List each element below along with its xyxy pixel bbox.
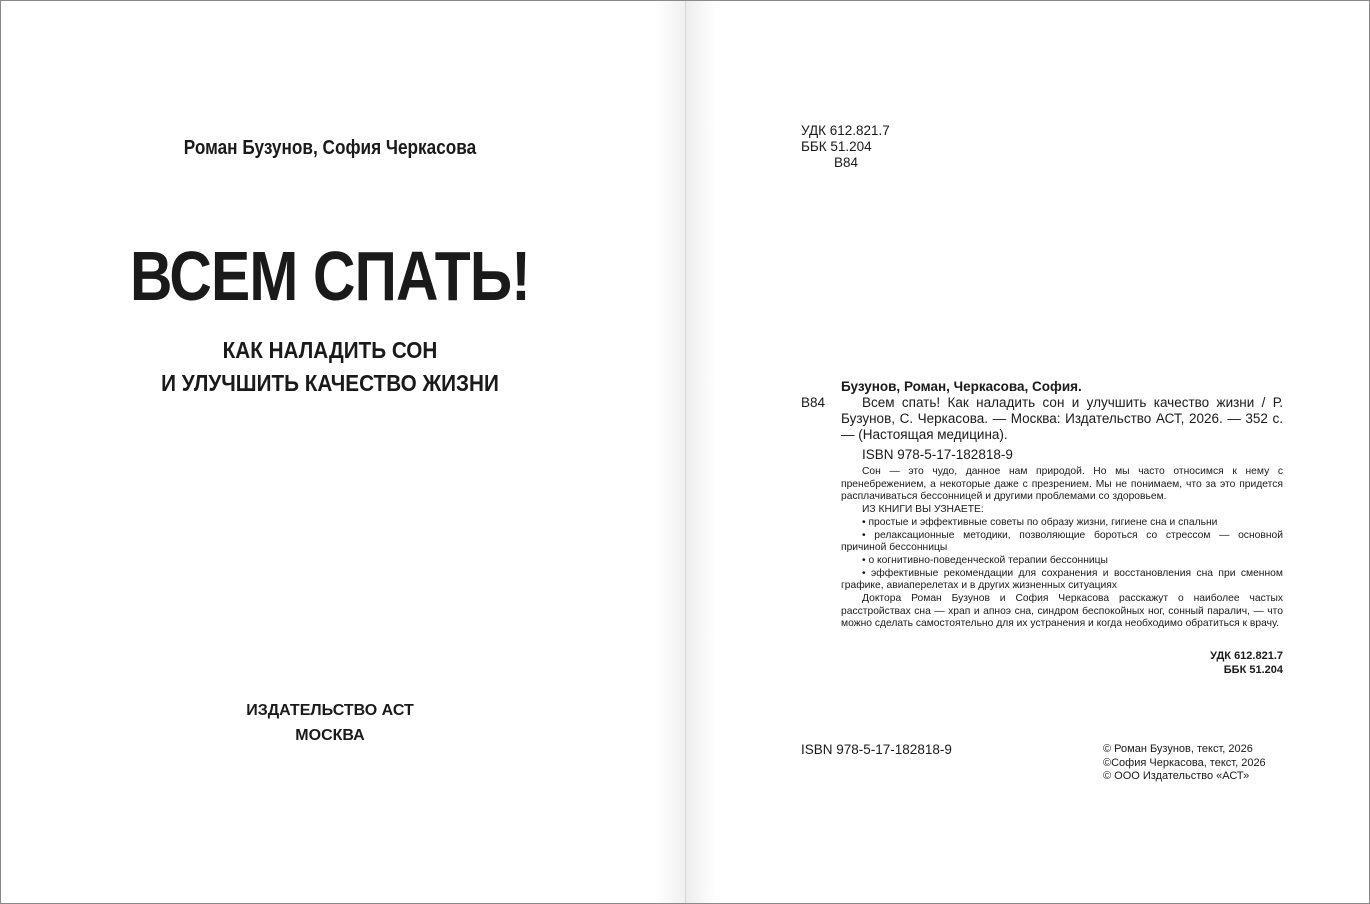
biblio-code: В84 [801,395,826,410]
annotation-intro: Сон — это чудо, данное нам природой. Но мы часто относимся к нему с пренебрежением, а некоторые даже с презрением. Мы не понимаем, что за это придется расплачиваться бессонницей и другими проблемами со здоровьем. [841,466,1283,503]
copyright-block [1103,743,1266,784]
left-page [1,1,686,903]
gutter-shadow [655,1,685,903]
subtitle-line: И УЛУЧШИТЬ КАЧЕСТВО ЖИЗНИ [161,370,499,396]
annotation [841,466,1283,631]
annotation-learn-heading: ИЗ КНИГИ ВЫ УЗНАЕТЕ: [862,504,984,516]
publisher-block [1,698,659,748]
publisher-name: ИЗДАТЕЛЬСТВО АСТ [246,702,414,719]
biblio-isbn: ISBN 978-5-17-182818-9 [862,447,1013,462]
classification-block [801,123,890,171]
annotation-bullet: • эффективные рекомендации для сохранения и восстановления сна при сменном графике, авиаперелетах и в других жизненных ситуациях [841,567,1283,592]
annotation-bullet: • простые и эффективные советы по образу жизни, гигиене сна и спальни [862,516,1218,528]
book-spread [1,1,1369,903]
book-subtitle [34,334,626,400]
copyright-line: © Роман Бузунов, текст, 2026 [1103,743,1253,755]
book-title: ВСЕМ СПАТЬ! [129,237,530,315]
right-page [686,1,1369,903]
bbk-code-right: ББК 51.204 [1223,664,1283,676]
annotation-bullet: • релаксационные методики, позволяющие бороться со стрессом — основной причиной бессонницы [841,529,1283,554]
authors: Роман Бузунов, София Черкасова [183,137,477,159]
annotation-bullet: • о когнитивно-поведенческой терапии бессонницы [862,554,1108,566]
subtitle-line: КАК НАЛАДИТЬ СОН [222,337,438,363]
bbk-code: ББК 51.204 [801,139,872,154]
bibliographic-record [801,379,1283,463]
copyright-line: ©София Черкасова, текст, 2026 [1103,756,1266,769]
udk-code-right: УДК 612.821.7 [1210,650,1283,662]
annotation-closing: Доктора Роман Бузунов и София Черкасова расскажут о наиболее частых расстройствах сна — храп и апноэ сна, синдром беспокойных ног, сонный паралич, — что можно сделать самостоятельно для их устранения и когда необходимо обратиться к врачу. [841,593,1283,630]
author-sign: В84 [834,155,859,170]
classification-right [841,649,1283,677]
isbn-bottom: ISBN 978-5-17-182818-9 [801,742,952,757]
udk-code: УДК 612.821.7 [801,123,890,138]
biblio-entry: Всем спать! Как наладить сон и улучшить качество жизни / Р. Бузунов, С. Черкасова. — Москва: Издательство АСТ, 2026. — 352 с. — (Настоящая медицина). [841,395,1283,442]
copyright-line: © ООО Издательство «АСТ» [1103,770,1250,783]
publisher-city: МОСКВА [295,727,365,744]
gutter-shadow [686,1,716,903]
biblio-heading: Бузунов, Роман, Черкасова, София. [841,379,1082,394]
